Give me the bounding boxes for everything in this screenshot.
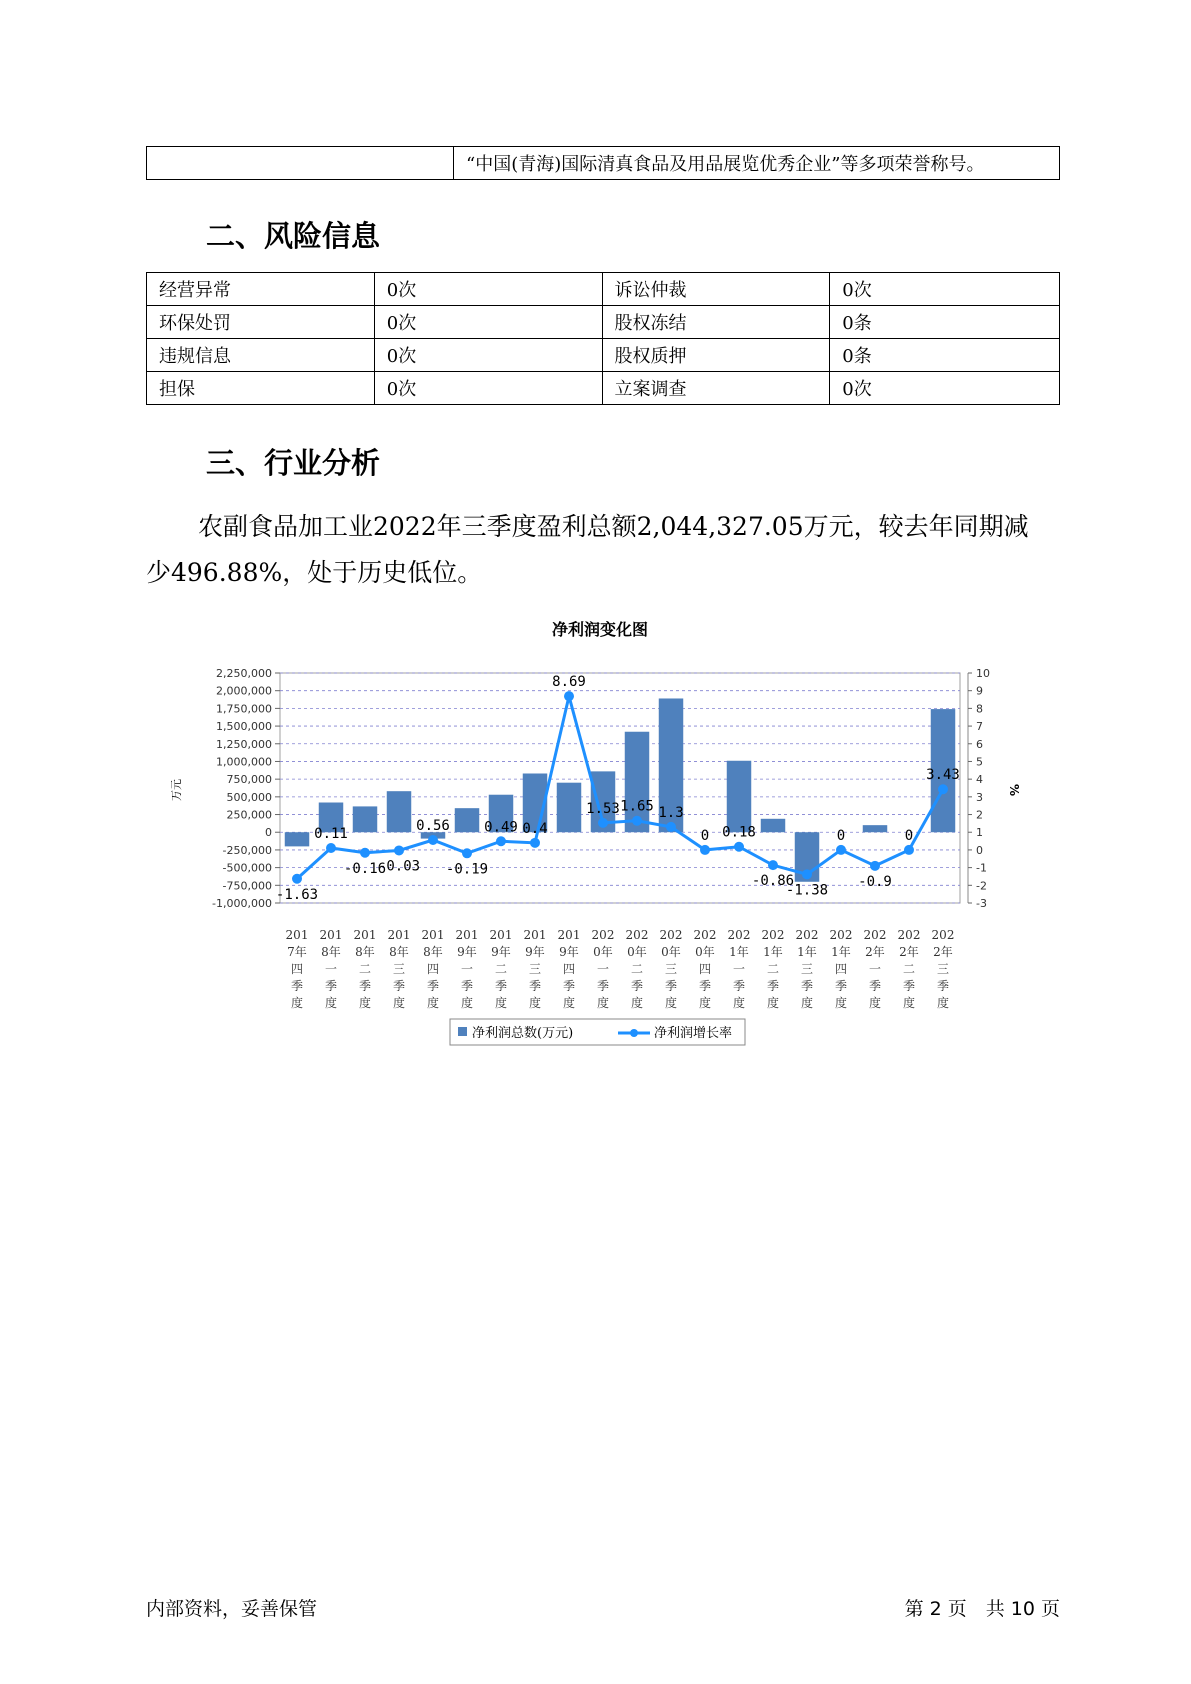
risk-item-value: 0条 bbox=[830, 306, 1060, 339]
x-tick-label: 201 bbox=[523, 928, 547, 942]
growth-data-label: 0.56 bbox=[416, 818, 450, 835]
bar bbox=[863, 825, 887, 832]
x-tick-label: 度 bbox=[936, 996, 950, 1010]
x-tick-label: 度 bbox=[800, 996, 814, 1010]
x-tick-label: 202 bbox=[931, 928, 955, 942]
x-tick-label: 201 bbox=[319, 928, 343, 942]
footer-left: 内部资料，妥善保管 bbox=[146, 1598, 318, 1620]
x-tick-label: 202 bbox=[863, 928, 887, 942]
x-tick-label: 度 bbox=[460, 996, 474, 1010]
growth-point bbox=[768, 860, 778, 870]
chart-title: 净利润变化图 bbox=[551, 620, 649, 639]
footer-page-number: 第 2 页 共 10 页 bbox=[904, 1598, 1060, 1620]
x-tick-label: 度 bbox=[324, 996, 338, 1010]
x-tick-label: 季 bbox=[834, 979, 848, 993]
x-tick-label: 202 bbox=[829, 928, 853, 942]
x-tick-label: 202 bbox=[795, 928, 819, 942]
left-tick-label: 2,250,000 bbox=[216, 667, 272, 680]
x-tick-label: 季 bbox=[460, 979, 474, 993]
x-tick-label: 一 bbox=[732, 962, 746, 976]
right-tick-label: 0 bbox=[976, 843, 983, 857]
growth-data-label: -1.63 bbox=[275, 886, 319, 903]
x-tick-label: 度 bbox=[732, 996, 746, 1010]
growth-data-label: 0 bbox=[904, 827, 914, 844]
x-tick-label: 季 bbox=[324, 979, 338, 993]
x-tick-label: 0年 bbox=[593, 945, 613, 959]
x-tick-label: 度 bbox=[902, 996, 916, 1010]
legend-line-label: 净利润增长率 bbox=[654, 1026, 733, 1041]
bar bbox=[285, 832, 309, 846]
x-tick-label: 度 bbox=[698, 996, 712, 1010]
x-tick-label: 季 bbox=[290, 979, 304, 993]
growth-data-label: 0.18 bbox=[722, 824, 756, 841]
x-tick-label: 季 bbox=[630, 979, 644, 993]
legend-line-marker bbox=[630, 1029, 638, 1037]
right-tick-label: -3 bbox=[976, 897, 987, 910]
right-tick-label: 7 bbox=[976, 720, 983, 734]
right-tick-label: -2 bbox=[976, 879, 987, 893]
right-tick-label: 4 bbox=[976, 773, 983, 787]
growth-data-label: 1.53 bbox=[586, 800, 620, 817]
growth-point bbox=[462, 848, 472, 858]
right-tick-label: 8 bbox=[976, 702, 983, 716]
growth-data-label: -0.9 bbox=[858, 873, 892, 890]
x-tick-label: 202 bbox=[727, 928, 751, 942]
top-honor-table bbox=[146, 146, 1060, 180]
risk-row bbox=[147, 306, 1060, 339]
risk-item-label: 股权质押 bbox=[602, 339, 830, 372]
growth-point bbox=[496, 836, 506, 846]
x-tick-label: 202 bbox=[625, 928, 649, 942]
left-axis-title: 万元 bbox=[170, 779, 183, 801]
growth-point bbox=[564, 691, 574, 701]
growth-point bbox=[870, 861, 880, 871]
growth-data-label: 0.4 bbox=[522, 820, 548, 837]
x-tick-label: 1年 bbox=[797, 945, 817, 959]
x-tick-label: 8年 bbox=[423, 945, 443, 959]
growth-data-label: -0.19 bbox=[445, 861, 489, 878]
x-tick-label: 202 bbox=[659, 928, 683, 942]
x-tick-label: 201 bbox=[285, 928, 309, 942]
x-tick-label: 季 bbox=[868, 979, 882, 993]
x-tick-label: 三 bbox=[392, 962, 406, 976]
x-tick-label: 季 bbox=[800, 979, 814, 993]
growth-point bbox=[734, 842, 744, 852]
industry-paragraph-text: 农副食品加工业2022年三季度盈利总额2,044,327.05万元，较去年同期减少496.88%，处于历史低位。 bbox=[146, 512, 1029, 587]
growth-data-label: -1.38 bbox=[785, 882, 829, 899]
x-tick-label: 季 bbox=[426, 979, 440, 993]
risk-item-value: 0次 bbox=[374, 306, 602, 339]
x-tick-label: 201 bbox=[387, 928, 411, 942]
x-tick-label: 二 bbox=[902, 962, 916, 976]
growth-data-label: -0.86 bbox=[751, 873, 795, 890]
x-tick-label: 一 bbox=[324, 962, 338, 976]
x-tick-label: 一 bbox=[460, 962, 474, 976]
growth-point bbox=[292, 874, 302, 884]
x-tick-label: 二 bbox=[358, 962, 372, 976]
left-tick-label: -250,000 bbox=[222, 843, 272, 857]
risk-heading: 二、风险信息 bbox=[206, 219, 381, 253]
growth-point bbox=[700, 845, 710, 855]
growth-point bbox=[632, 816, 642, 826]
legend-bar-label: 净利润总数(万元) bbox=[472, 1026, 574, 1041]
bar bbox=[353, 806, 377, 832]
x-tick-label: 季 bbox=[528, 979, 542, 993]
growth-data-label: 1.65 bbox=[620, 798, 654, 815]
x-tick-label: 四 bbox=[290, 962, 304, 976]
risk-item-label: 股权冻结 bbox=[602, 306, 830, 339]
x-tick-label: 度 bbox=[290, 996, 304, 1010]
x-tick-label: 三 bbox=[800, 962, 814, 976]
x-tick-label: 202 bbox=[897, 928, 921, 942]
table-row bbox=[147, 147, 1060, 180]
x-tick-label: 0年 bbox=[661, 945, 681, 959]
right-tick-label: 9 bbox=[976, 684, 983, 698]
bar bbox=[557, 783, 581, 833]
x-tick-label: 度 bbox=[528, 996, 542, 1010]
risk-item-value: 0次 bbox=[374, 372, 602, 405]
x-tick-label: 四 bbox=[834, 962, 848, 976]
x-tick-label: 201 bbox=[557, 928, 581, 942]
x-tick-label: 度 bbox=[392, 996, 406, 1010]
x-tick-label: 7年 bbox=[287, 945, 307, 959]
x-tick-label: 度 bbox=[596, 996, 610, 1010]
x-tick-label: 一 bbox=[596, 962, 610, 976]
x-tick-label: 202 bbox=[693, 928, 717, 942]
x-tick-label: 8年 bbox=[355, 945, 375, 959]
x-tick-label: 二 bbox=[494, 962, 508, 976]
growth-point bbox=[904, 845, 914, 855]
risk-item-value: 0次 bbox=[374, 339, 602, 372]
left-tick-label: 1,750,000 bbox=[216, 702, 272, 716]
x-tick-label: 季 bbox=[494, 979, 508, 993]
left-tick-label: 750,000 bbox=[226, 773, 272, 787]
growth-point bbox=[428, 835, 438, 845]
x-tick-label: 季 bbox=[698, 979, 712, 993]
risk-item-value: 0次 bbox=[374, 273, 602, 306]
risk-table bbox=[146, 272, 1060, 405]
right-tick-label: -1 bbox=[976, 861, 987, 875]
right-tick-label: 10 bbox=[976, 667, 990, 680]
x-tick-label: 季 bbox=[596, 979, 610, 993]
left-tick-label: 1,500,000 bbox=[216, 720, 272, 734]
x-tick-label: 度 bbox=[630, 996, 644, 1010]
risk-item-label: 经营异常 bbox=[147, 273, 375, 306]
left-tick-label: -750,000 bbox=[222, 879, 272, 893]
x-tick-label: 度 bbox=[664, 996, 678, 1010]
growth-data-label: 0.49 bbox=[484, 819, 518, 836]
growth-data-label: -0.03 bbox=[377, 858, 421, 875]
x-tick-label: 四 bbox=[562, 962, 576, 976]
x-tick-label: 三 bbox=[936, 962, 950, 976]
growth-data-label: 1.3 bbox=[658, 804, 684, 821]
growth-point bbox=[326, 843, 336, 853]
growth-point bbox=[394, 845, 404, 855]
x-tick-label: 季 bbox=[766, 979, 780, 993]
x-tick-label: 8年 bbox=[321, 945, 341, 959]
x-tick-label: 201 bbox=[489, 928, 513, 942]
x-tick-label: 二 bbox=[766, 962, 780, 976]
x-tick-label: 201 bbox=[455, 928, 479, 942]
x-tick-label: 度 bbox=[494, 996, 508, 1010]
x-tick-label: 8年 bbox=[389, 945, 409, 959]
left-tick-label: -500,000 bbox=[222, 861, 272, 875]
x-tick-label: 9年 bbox=[525, 945, 545, 959]
growth-point bbox=[938, 784, 948, 794]
growth-data-label: 8.69 bbox=[552, 674, 586, 691]
risk-item-value: 0次 bbox=[830, 273, 1060, 306]
x-tick-label: 0年 bbox=[627, 945, 647, 959]
x-tick-label: 度 bbox=[358, 996, 372, 1010]
table-cell bbox=[147, 147, 454, 180]
x-tick-label: 2年 bbox=[933, 945, 953, 959]
growth-data-label: 0 bbox=[700, 827, 710, 844]
legend-bar-swatch bbox=[458, 1027, 467, 1036]
left-tick-label: 0 bbox=[265, 826, 272, 840]
growth-point bbox=[836, 845, 846, 855]
x-tick-label: 四 bbox=[426, 962, 440, 976]
growth-point bbox=[802, 869, 812, 879]
left-tick-label: 2,000,000 bbox=[216, 684, 272, 698]
x-tick-label: 9年 bbox=[457, 945, 477, 959]
x-tick-label: 9年 bbox=[491, 945, 511, 959]
x-tick-label: 一 bbox=[868, 962, 882, 976]
x-tick-label: 201 bbox=[353, 928, 377, 942]
x-tick-label: 度 bbox=[766, 996, 780, 1010]
x-tick-label: 季 bbox=[732, 979, 746, 993]
growth-point bbox=[360, 848, 370, 858]
x-tick-label: 2年 bbox=[899, 945, 919, 959]
honor-text: “中国(青海)国际清真食品及用品展览优秀企业”等多项荣誉称号。 bbox=[454, 147, 1060, 180]
x-tick-label: 季 bbox=[902, 979, 916, 993]
left-tick-label: 250,000 bbox=[226, 808, 272, 822]
net-profit-chart bbox=[150, 615, 1021, 1075]
left-tick-label: 500,000 bbox=[226, 790, 272, 804]
risk-item-label: 立案调查 bbox=[602, 372, 830, 405]
x-tick-label: 季 bbox=[664, 979, 678, 993]
x-tick-label: 季 bbox=[392, 979, 406, 993]
bar bbox=[727, 761, 751, 832]
risk-row bbox=[147, 339, 1060, 372]
industry-heading: 三、行业分析 bbox=[206, 446, 381, 480]
left-tick-label: 1,250,000 bbox=[216, 737, 272, 751]
risk-item-label: 违规信息 bbox=[147, 339, 375, 372]
x-tick-label: 三 bbox=[528, 962, 542, 976]
x-tick-label: 201 bbox=[421, 928, 445, 942]
industry-paragraph bbox=[146, 504, 1046, 596]
risk-item-label: 诉讼仲裁 bbox=[602, 273, 830, 306]
right-tick-label: 3 bbox=[976, 790, 983, 804]
right-tick-label: 1 bbox=[976, 826, 983, 840]
x-tick-label: 季 bbox=[562, 979, 576, 993]
x-tick-label: 二 bbox=[630, 962, 644, 976]
x-tick-label: 季 bbox=[358, 979, 372, 993]
growth-data-label: 3.43 bbox=[926, 767, 960, 784]
x-tick-label: 季 bbox=[936, 979, 950, 993]
growth-data-label: -0.16 bbox=[343, 860, 387, 877]
risk-item-value: 0次 bbox=[830, 372, 1060, 405]
right-tick-label: 6 bbox=[976, 737, 983, 751]
right-axis-title: % bbox=[1007, 783, 1021, 797]
risk-row bbox=[147, 273, 1060, 306]
left-tick-label: -1,000,000 bbox=[212, 897, 272, 910]
growth-data-label: 0.11 bbox=[314, 825, 348, 842]
x-tick-label: 三 bbox=[664, 962, 678, 976]
x-tick-label: 2年 bbox=[865, 945, 885, 959]
x-tick-label: 度 bbox=[426, 996, 440, 1010]
bar bbox=[761, 819, 785, 832]
risk-item-label: 环保处罚 bbox=[147, 306, 375, 339]
x-tick-label: 1年 bbox=[831, 945, 851, 959]
x-tick-label: 202 bbox=[761, 928, 785, 942]
growth-point bbox=[666, 822, 676, 832]
x-tick-label: 1年 bbox=[729, 945, 749, 959]
growth-data-label: 0 bbox=[836, 827, 846, 844]
x-tick-label: 202 bbox=[591, 928, 615, 942]
x-tick-label: 9年 bbox=[559, 945, 579, 959]
x-tick-label: 度 bbox=[834, 996, 848, 1010]
x-tick-label: 四 bbox=[698, 962, 712, 976]
bar bbox=[387, 791, 411, 832]
x-tick-label: 度 bbox=[868, 996, 882, 1010]
x-tick-label: 0年 bbox=[695, 945, 715, 959]
risk-item-label: 担保 bbox=[147, 372, 375, 405]
growth-point bbox=[598, 818, 608, 828]
left-tick-label: 1,000,000 bbox=[216, 755, 272, 769]
x-tick-label: 度 bbox=[562, 996, 576, 1010]
growth-point bbox=[530, 838, 540, 848]
bar bbox=[455, 808, 479, 832]
x-tick-label: 1年 bbox=[763, 945, 783, 959]
right-tick-label: 5 bbox=[976, 755, 983, 769]
right-tick-label: 2 bbox=[976, 808, 983, 822]
risk-row bbox=[147, 372, 1060, 405]
risk-item-value: 0条 bbox=[830, 339, 1060, 372]
